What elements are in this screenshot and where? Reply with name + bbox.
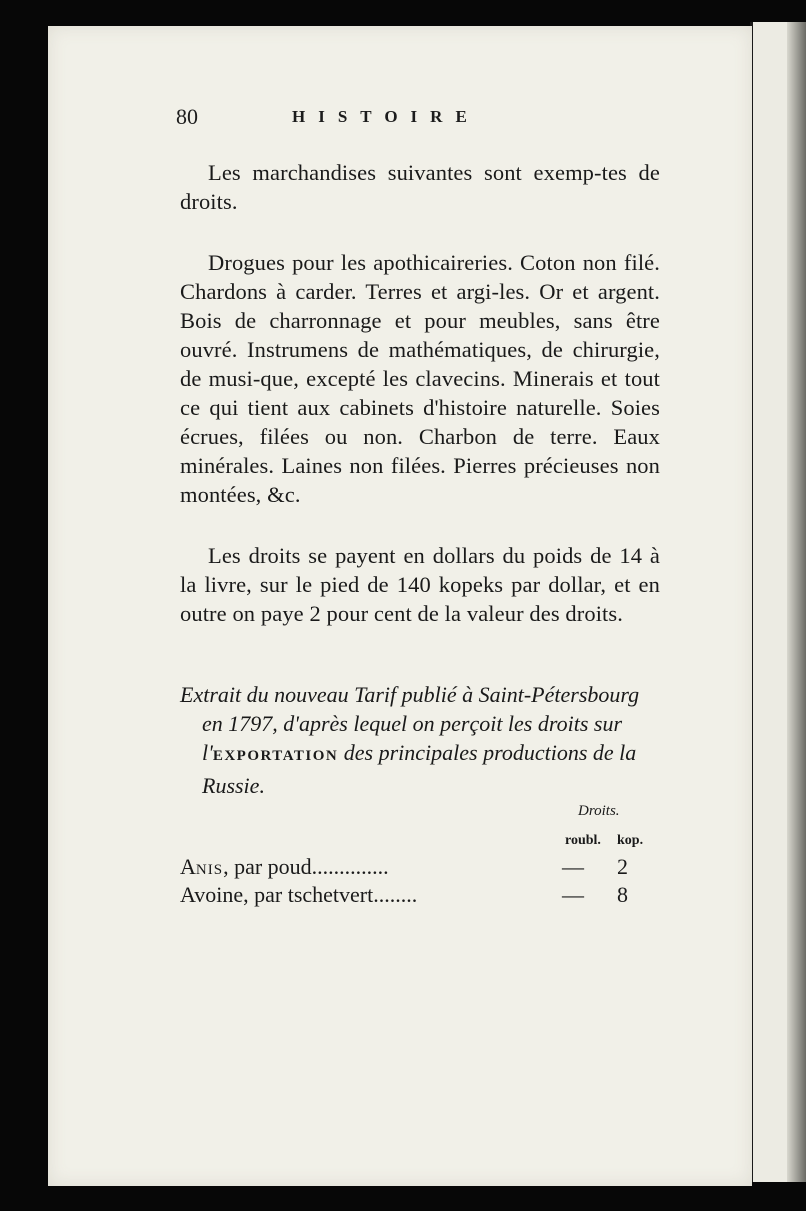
- next-page-edge: [750, 22, 806, 1182]
- row-roubl-value: —: [562, 854, 584, 879]
- row-label: [180, 882, 417, 908]
- row-kop-value: 8: [617, 882, 628, 907]
- droits-column-label: Droits.: [578, 803, 620, 819]
- heading-smallcaps: EXPORTATION: [212, 748, 339, 764]
- page-header: [176, 104, 516, 134]
- running-title: HISTOIRE: [292, 107, 480, 126]
- table-row: [180, 854, 650, 882]
- body-text: [180, 158, 660, 628]
- row-roubl-value: —: [562, 882, 584, 907]
- row-kop-value: 2: [617, 854, 628, 879]
- heading-text-after: des principales productions de la Russie.: [202, 740, 637, 798]
- page-number: 80: [176, 104, 198, 129]
- paragraph: Les marchandises suivantes sont exemp-tes de droits.: [180, 160, 660, 214]
- paragraph: Drogues pour les apothicaireries. Coton non filé. Chardons à carder. Terres et argi-les. Or et argent. Bois de charronnage et pour meubles, sans être ouvré. Instrumens de mathématiques, de chirurgie, de musi-que, excepté les clavecins. Minerais et tout ce qui tient aux cabinets d'histoire naturelle. Soies écrues, filées ou non. Charbon de terre. Eaux minérales. Laines non filées. Pierres précieuses non montées, &c.: [180, 250, 660, 507]
- row-label-smallcaps: NIS: [195, 862, 224, 878]
- row-initial: A: [180, 854, 196, 879]
- roubl-column-label: roubl.: [565, 833, 601, 848]
- paragraph: Les droits se payent en dollars du poids de 14 à la livre, sur le pied de 140 kopeks par dollar, et en outre on paye 2 pour cent de la valeur des droits.: [180, 543, 660, 626]
- row-label-tail: , par poud..............: [223, 854, 389, 879]
- row-label-tail: Avoine, par tschetvert........: [180, 882, 418, 907]
- row-label: [180, 854, 389, 880]
- heading-text-before: Extrait du nouveau Tarif publié à Saint-Pétersbourg en 1797, d'après lequel on perçoit les droits sur l': [180, 682, 640, 765]
- tariff-heading: [180, 680, 650, 800]
- table-row: [180, 882, 650, 910]
- kop-column-label: kop.: [617, 833, 644, 848]
